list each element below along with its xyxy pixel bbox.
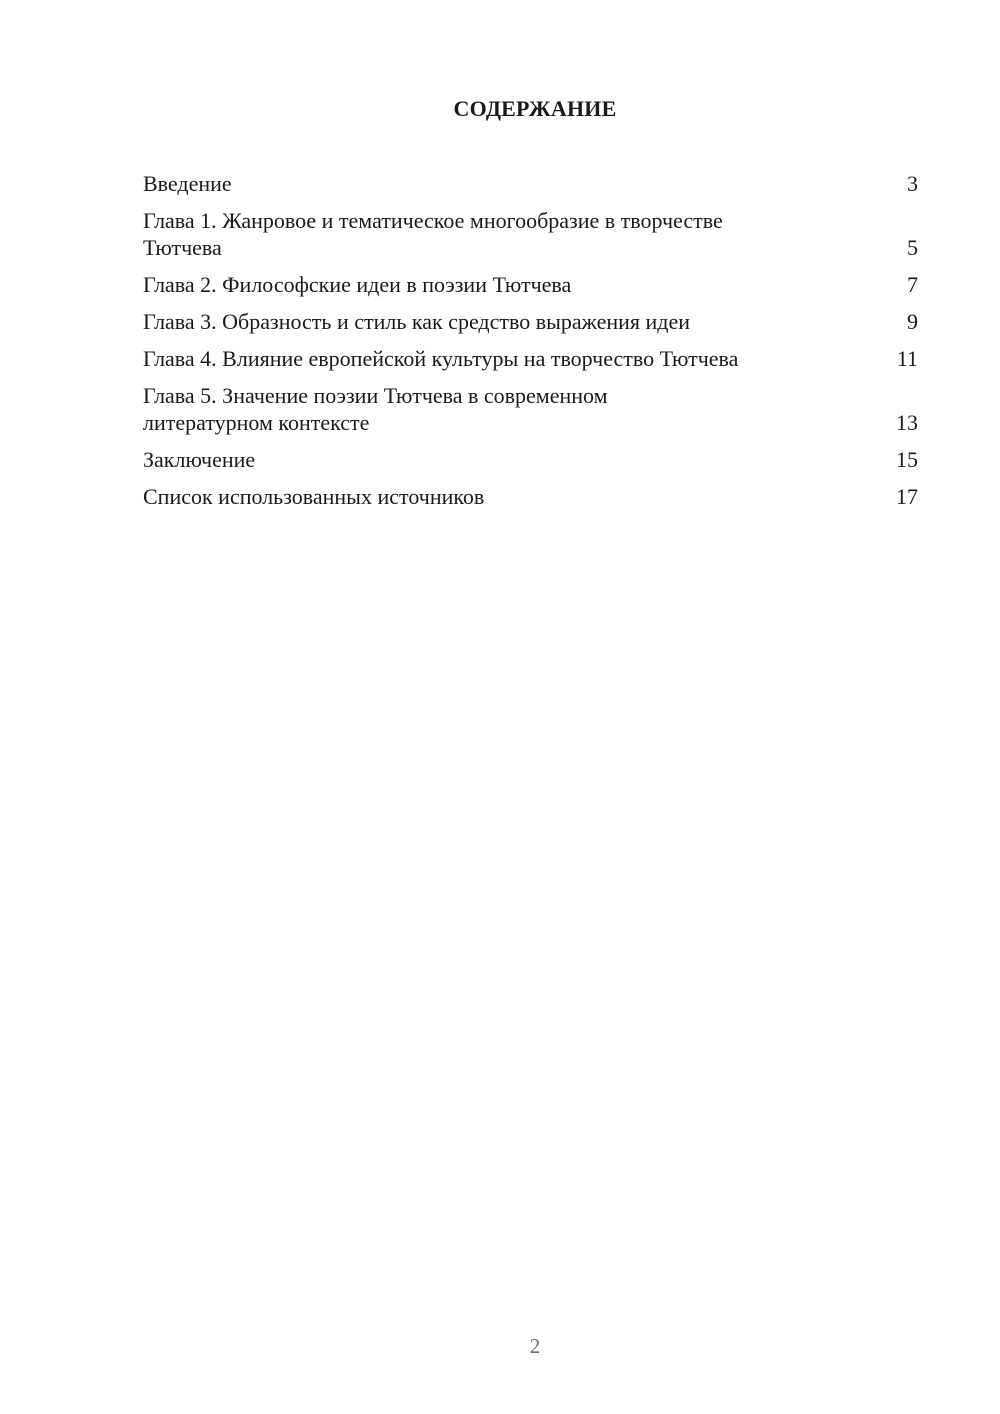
toc-entry[interactable] (143, 446, 918, 473)
toc-entry-page: 17 (896, 484, 918, 509)
toc-entry-page: 9 (907, 309, 918, 334)
toc-entry-line: Глава 4. Влияние европейской культуры на творчество Тютчева (143, 346, 739, 371)
toc-entry-line: Тютчева (143, 235, 222, 260)
toc-entry-title (143, 345, 897, 372)
page-title: СОДЕРЖАНИЕ (453, 96, 617, 121)
toc-entry-line: Глава 3. Образность и стиль как средство выражения идеи (143, 309, 691, 334)
toc-entry-line: Заключение (143, 447, 256, 472)
toc-entry-page: 13 (896, 410, 918, 435)
toc-entry-page: 11 (896, 346, 918, 371)
page-number: 2 (529, 1334, 541, 1358)
toc-entry-title (143, 207, 907, 261)
toc-entry-line: Введение (143, 171, 232, 196)
toc-entry-page: 3 (907, 171, 918, 196)
table-of-contents (143, 170, 918, 520)
toc-entry-line: Глава 5. Значение поэзии Тютчева в современном (143, 383, 608, 408)
toc-entry-title (143, 308, 907, 335)
toc-entry-title (143, 382, 896, 436)
toc-entry-title (143, 170, 907, 197)
toc-entry[interactable] (143, 207, 918, 261)
toc-entry-title (143, 446, 896, 473)
toc-entry-page: 15 (896, 447, 918, 472)
toc-entry[interactable] (143, 170, 918, 197)
toc-entry[interactable] (143, 382, 918, 436)
toc-entry-title (143, 483, 896, 510)
toc-entry-line: Список использованных источников (143, 484, 485, 509)
toc-entry-page: 7 (907, 272, 918, 297)
toc-entry[interactable] (143, 308, 918, 335)
toc-entry[interactable] (143, 483, 918, 510)
toc-entry-line: литературном контексте (143, 410, 370, 435)
toc-entry-line: Глава 2. Философские идеи в поэзии Тютчева (143, 272, 572, 297)
toc-entry[interactable] (143, 271, 918, 298)
toc-entry-page: 5 (907, 235, 918, 260)
toc-entry-line: Глава 1. Жанровое и тематическое многообразие в творчестве (143, 208, 723, 233)
toc-entry-title (143, 271, 907, 298)
toc-entry[interactable] (143, 345, 918, 372)
